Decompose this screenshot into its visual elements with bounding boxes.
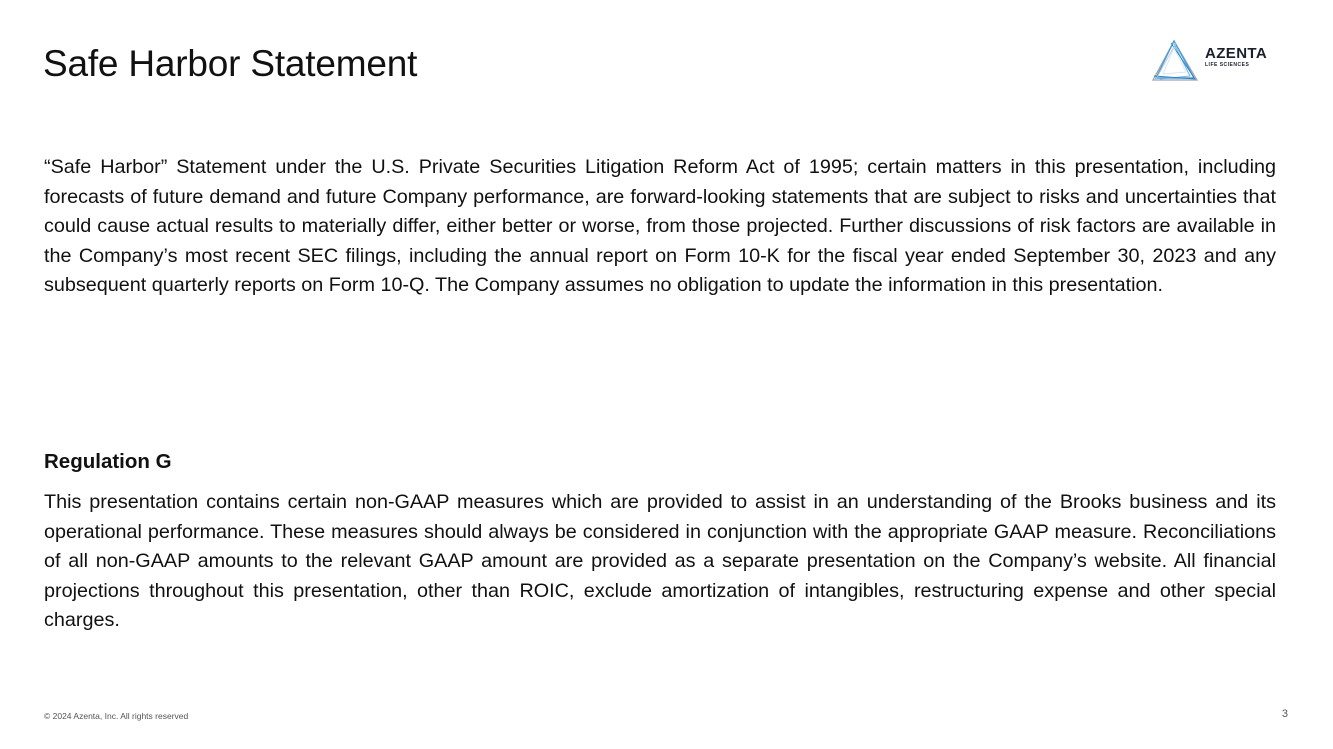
safe-harbor-paragraph: “Safe Harbor” Statement under the U.S. Private Securities Litigation Reform Act of 1995; certain matters in this presentation, including forecasts of future demand and future Company performance, are forward-looking statements that are subject to risks and uncertainties that could cause actual results to materially differ, either better or worse, from those projected. Further discussions of risk factors are available in the Company’s most recent SEC filings, including the annual report on Form 10-K for the fiscal year ended September 30, 2023 and any subsequent quarterly reports on Form 10-Q. The Company assumes no obligation to update the information in this presentation.	[44, 156, 1276, 297]
regulation-heading: Regulation G	[44, 450, 172, 473]
copyright-footer: © 2024 Azenta, Inc. All rights reserved	[44, 711, 189, 721]
page-title: Safe Harbor Statement	[43, 43, 418, 84]
company-logo	[1150, 38, 1290, 84]
page-number: 3	[1281, 708, 1288, 720]
azenta-triangle-icon	[1150, 38, 1200, 84]
regulation-paragraph: This presentation contains certain non-GAAP measures which are provided to assist in an understanding of the Brooks business and its operational performance. These measures should always be considered in conjunction with the appropriate GAAP measure. Reconciliations of all non-GAAP amounts to the relevant GAAP amount are provided as a separate presentation on the Company’s website. All financial projections throughout this presentation, other than ROIC, exclude amortization of intangibles, restructuring expense and other special charges.	[44, 491, 1276, 632]
logo-subtitle: LIFE SCIENCES	[1205, 62, 1250, 68]
logo-name: AZENTA	[1205, 45, 1268, 62]
